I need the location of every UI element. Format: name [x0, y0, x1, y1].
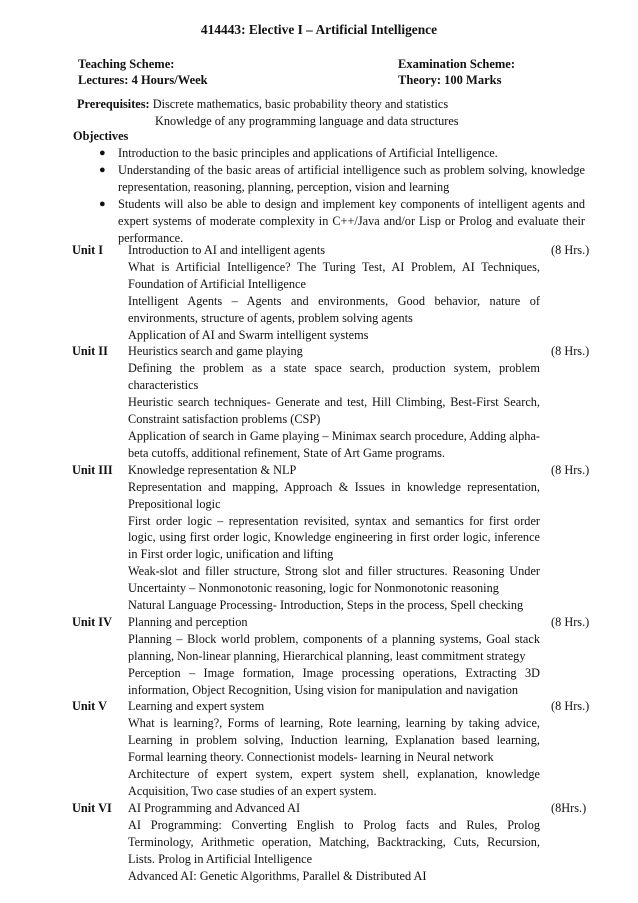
unit-1 [0, 242, 638, 343]
unit-label: Unit III [72, 462, 113, 477]
objective-item [0, 145, 585, 162]
unit-line: Planning – Block world problem, components of a planning systems, Goal stack planning, Non-linear planning, Hierarchical planning, least commitment strategy [128, 631, 540, 663]
objectives-heading: Objectives [73, 129, 129, 143]
unit-hours: (8 Hrs.) [551, 462, 590, 477]
page-title: 414443: Elective I – Artificial Intelligence [200, 22, 438, 37]
objective-text: Students will also be able to design and implement key components of intelligent agents and expert systems of moderate complexity in C++/Java and/or Lisp or Prolog and evaluate their performance. [118, 196, 585, 245]
unit-line: Perception – Image formation, Image processing operations, Extracting 3D information, Object Recognition, Using vision for manipulation and navigation [128, 665, 540, 697]
unit-label: Unit IV [72, 614, 112, 629]
unit-label: Unit VI [72, 800, 112, 815]
unit-6 [0, 800, 638, 885]
unit-line: What is Artificial Intelligence? The Turing Test, AI Problem, AI Techniques, Foundation of Artificial Intelligence [128, 259, 540, 291]
examination-scheme-value: Theory: 100 Marks [398, 73, 502, 87]
unit-topic: Introduction to AI and intelligent agents [128, 243, 326, 257]
prerequisites [77, 96, 597, 130]
unit-line: Defining the problem as a state space search, production system, problem characteristics [128, 361, 540, 393]
unit-topic: AI Programming and Advanced AI [128, 800, 301, 815]
bullet-icon: ● [99, 163, 106, 176]
prerequisites-label: Prerequisites: [77, 97, 150, 111]
unit-label: Unit II [72, 344, 108, 359]
unit-5 [0, 698, 638, 799]
unit-line: Architecture of expert system, expert system shell, explanation, knowledge Acquisition, Two case studies of an expert system. [128, 767, 540, 798]
unit-line: Intelligent Agents – Agents and environments, Good behavior, nature of environments, structure of agents, problem solving agents [128, 293, 540, 325]
unit-topic: Learning and expert system [128, 699, 265, 714]
teaching-scheme-heading: Teaching Scheme: [78, 57, 175, 71]
objective-text: Introduction to the basic principles and applications of Artificial Intelligence. [118, 146, 498, 160]
unit-hours: (8 Hrs.) [551, 614, 590, 629]
unit-line: Weak-slot and filler structure, Strong slot and filler structures. Reasoning Under Uncertainty – Nonmonotonic reasoning, logic for Nonmonotonic reasoning [128, 564, 540, 596]
unit-line: Application of AI and Swarm intelligent systems [128, 327, 369, 342]
objective-text: Understanding of the basic areas of artificial intelligence such as problem solving, knowledge representation, reasoning, planning, perception, vision and learning [118, 162, 585, 194]
unit-line: First order logic – representation revisited, syntax and semantics for first order logic, using first order logic, Knowledge engineering in first order logic, inference in First order logic, unification and lifting [128, 513, 540, 562]
unit-line: Natural Language Processing- Introduction, Steps in the process, Spell checking [128, 598, 524, 613]
examination-scheme [398, 56, 515, 88]
units-list [0, 242, 638, 884]
bullet-icon: ● [99, 197, 106, 210]
unit-2 [0, 343, 638, 461]
examination-scheme-heading: Examination Scheme: [398, 57, 516, 71]
unit-line: Advanced AI: Genetic Algorithms, Parallel & Distributed AI [128, 868, 427, 883]
teaching-scheme [78, 56, 208, 88]
unit-line: AI Programming: Converting English to Prolog facts and Rules, Prolog Terminology, Arithmetic operation, Matching, Backtracking, Cuts, Recursion, Lists. Prolog in Artificial Intelligence [128, 817, 540, 866]
unit-hours: (8 Hrs.) [551, 699, 590, 714]
unit-topic: Planning and perception [128, 614, 248, 629]
unit-line: What is learning?, Forms of learning, Rote learning, learning by taking advice, Learning in problem solving, Induction learning, Explanation based learning, Formal learning theory. Connectionist models- learning in Neural network [128, 716, 540, 765]
unit-hours: (8 Hrs.) [551, 344, 590, 359]
objective-item [0, 196, 585, 247]
unit-line: Representation and mapping, Approach & Issues in knowledge representation, Prepositional logic [128, 479, 540, 511]
prerequisites-line-2: Knowledge of any programming language and data structures [155, 113, 459, 128]
unit-topic: Knowledge representation & NLP [128, 462, 297, 477]
objectives-list [0, 145, 585, 246]
prerequisites-line-1: Discrete mathematics, basic probability theory and statistics [152, 97, 449, 111]
unit-topic: Heuristics search and game playing [128, 344, 303, 359]
unit-3 [0, 462, 638, 614]
unit-hours: (8 Hrs.) [551, 243, 590, 257]
unit-line: Application of search in Game playing – Minimax search procedure, Adding alpha-beta cutoffs, additional refinement, State of Art Game programs. [128, 428, 540, 460]
objective-item [0, 162, 585, 196]
teaching-scheme-value: Lectures: 4 Hours/Week [78, 73, 208, 87]
unit-label: Unit V [72, 699, 107, 714]
unit-label: Unit I [72, 243, 104, 257]
bullet-icon: ● [99, 147, 106, 159]
unit-4 [0, 614, 638, 699]
unit-line: Heuristic search techniques- Generate and test, Hill Climbing, Best-First Search, Constraint satisfaction problems (CSP) [128, 395, 540, 427]
unit-hours: (8Hrs.) [551, 800, 587, 815]
